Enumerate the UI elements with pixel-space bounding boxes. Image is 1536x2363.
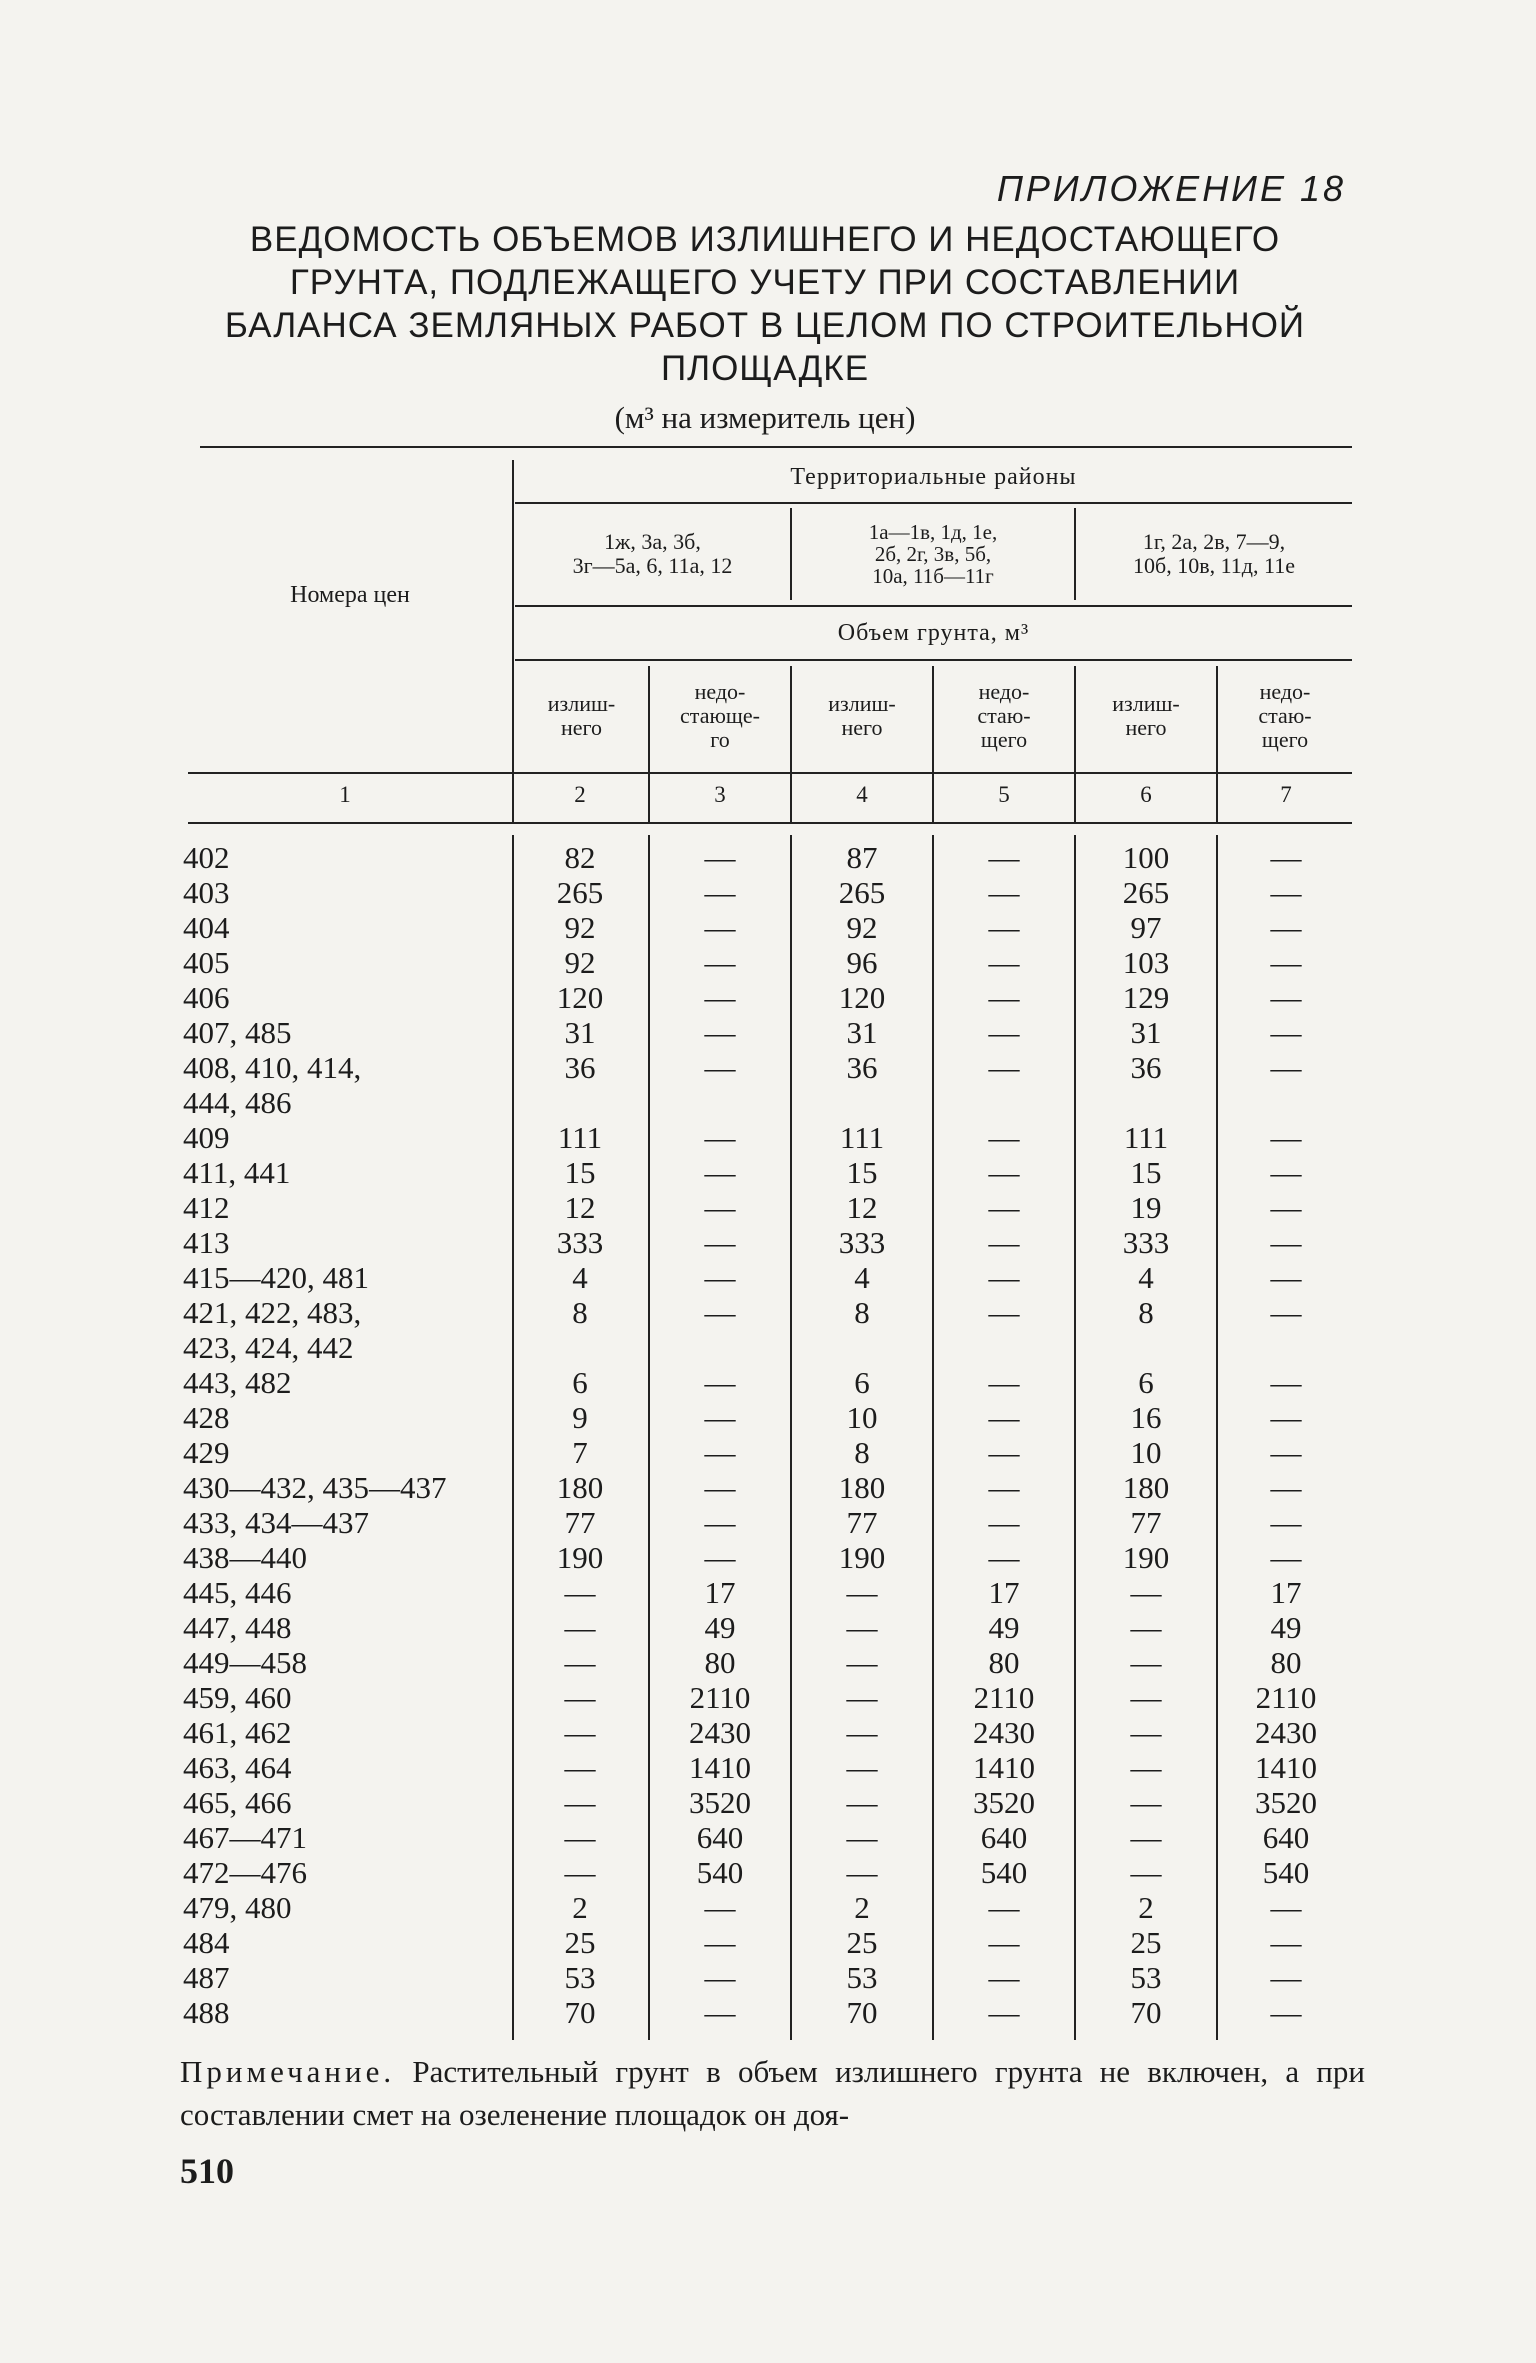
- table-row: [0, 1330, 1536, 1365]
- table-row: [0, 1225, 1536, 1260]
- footnote-text: Растительный грунт в объем излишнего грунта не включен, а при составлении смет на озеленение площадок он доя-: [180, 2054, 1365, 2132]
- table-cell: 2110: [689, 1680, 751, 1715]
- table-cell: —: [564, 1750, 596, 1785]
- table-cell: —: [704, 1295, 736, 1330]
- document-title: [150, 218, 1380, 390]
- table-cell: —: [1130, 1855, 1162, 1890]
- table-cell: 36: [1130, 1050, 1162, 1085]
- table-cell: 17: [704, 1575, 736, 1610]
- row-label: 411, 441: [183, 1155, 291, 1190]
- row-label: 488: [183, 1995, 230, 2030]
- table-cell: 15: [1130, 1155, 1162, 1190]
- table-cell: 640: [980, 1820, 1028, 1855]
- table-cell: —: [704, 1505, 736, 1540]
- table-cell: 70: [564, 1995, 596, 2030]
- table-cell: 2430: [689, 1715, 751, 1750]
- table-cell: —: [1270, 1540, 1302, 1575]
- table-cell: 10: [1130, 1435, 1162, 1470]
- title-line: ГРУНТА, ПОДЛЕЖАЩЕГО УЧЕТУ ПРИ СОСТАВЛЕНИИ: [289, 263, 1241, 302]
- table-cell: 77: [846, 1505, 878, 1540]
- table-cell: —: [1270, 1365, 1302, 1400]
- table-row: [0, 1365, 1536, 1400]
- table-cell: 111: [1123, 1120, 1169, 1155]
- table-cell: —: [988, 1400, 1020, 1435]
- table-cell: —: [988, 910, 1020, 945]
- table-cell: 190: [1122, 1540, 1170, 1575]
- table-cell: —: [704, 1120, 736, 1155]
- table-cell: —: [704, 1365, 736, 1400]
- table-cell: 19: [1130, 1190, 1162, 1225]
- table-row: [0, 1715, 1536, 1750]
- table-cell: —: [1130, 1785, 1162, 1820]
- table-row: [0, 1890, 1536, 1925]
- table-cell: —: [1270, 1190, 1302, 1225]
- table-cell: 70: [846, 1995, 878, 2030]
- table-cell: 16: [1130, 1400, 1162, 1435]
- table-cell: —: [1270, 1960, 1302, 1995]
- table-cell: 540: [1262, 1855, 1310, 1890]
- row-label: 484: [183, 1925, 230, 1960]
- table-cell: —: [1130, 1680, 1162, 1715]
- table-cell: —: [1270, 1925, 1302, 1960]
- table-cell: —: [564, 1610, 596, 1645]
- table-cell: —: [1270, 1225, 1302, 1260]
- table-cell: —: [846, 1645, 878, 1680]
- table-cell: 3520: [689, 1785, 751, 1820]
- table-cell: —: [988, 1960, 1020, 1995]
- table-cell: 96: [846, 945, 878, 980]
- table-cell: —: [988, 840, 1020, 875]
- table-cell: —: [1270, 1155, 1302, 1190]
- row-label: 465, 466: [183, 1785, 292, 1820]
- table-cell: 6: [572, 1365, 588, 1400]
- table-cell: 100: [1122, 840, 1170, 875]
- table-cell: 120: [556, 980, 604, 1015]
- table-row: [0, 1260, 1536, 1295]
- row-label: 408, 410, 414,: [183, 1050, 362, 1085]
- col-number: 2: [574, 782, 586, 807]
- table-cell: —: [704, 945, 736, 980]
- table-cell: 2430: [973, 1715, 1035, 1750]
- row-label: 406: [183, 980, 230, 1015]
- table-cell: —: [846, 1750, 878, 1785]
- table-row: [0, 840, 1536, 875]
- table-cell: 2430: [1255, 1715, 1317, 1750]
- table-cell: —: [1130, 1575, 1162, 1610]
- table-cell: —: [1270, 1120, 1302, 1155]
- table-cell: 82: [564, 840, 596, 875]
- table-cell: —: [988, 1540, 1020, 1575]
- table-cell: 2110: [973, 1680, 1035, 1715]
- table-cell: —: [564, 1715, 596, 1750]
- table-row: [0, 1470, 1536, 1505]
- row-label: 413: [183, 1225, 230, 1260]
- table-cell: —: [988, 1890, 1020, 1925]
- table-row: [0, 1295, 1536, 1330]
- table-row: [0, 1190, 1536, 1225]
- row-label: 444, 486: [183, 1085, 292, 1120]
- row-label: 423, 424, 442: [183, 1330, 354, 1365]
- table-row: [0, 1995, 1536, 2030]
- table-cell: 36: [846, 1050, 878, 1085]
- table-cell: 12: [846, 1190, 878, 1225]
- table-cell: 8: [854, 1435, 870, 1470]
- col-number: 4: [856, 782, 868, 807]
- rule: [188, 822, 1352, 824]
- header-sub-surplus: излиш- него: [547, 691, 616, 740]
- table-cell: 7: [572, 1435, 588, 1470]
- row-label: 402: [183, 840, 230, 875]
- table-cell: —: [988, 1155, 1020, 1190]
- table-cell: 1410: [689, 1750, 751, 1785]
- table-cell: 15: [846, 1155, 878, 1190]
- header-district-group-2: 1а—1в, 1д, 1е, 2б, 2г, 3в, 5б, 10а, 11б—11г: [868, 520, 998, 588]
- table-cell: 540: [696, 1855, 744, 1890]
- table-cell: —: [988, 980, 1020, 1015]
- table-cell: —: [1270, 1995, 1302, 2030]
- table-cell: 180: [1122, 1470, 1170, 1505]
- table-cell: 120: [838, 980, 886, 1015]
- table-row: [0, 910, 1536, 945]
- row-label: 459, 460: [183, 1680, 292, 1715]
- header-sub-deficit: недо- стаю- щего: [977, 679, 1031, 752]
- table-row: [0, 1540, 1536, 1575]
- page-number: 510: [180, 2151, 234, 2191]
- row-label: 438—440: [183, 1540, 307, 1575]
- header-sub-surplus: излиш- него: [1112, 691, 1180, 740]
- row-label: 461, 462: [183, 1715, 292, 1750]
- table-cell: —: [1130, 1820, 1162, 1855]
- footnote: [180, 2050, 1365, 2136]
- row-label: 430—432, 435—437: [183, 1470, 447, 1505]
- table-cell: 8: [1138, 1295, 1154, 1330]
- title-line: ПЛОЩАДКЕ: [660, 349, 870, 388]
- table-cell: —: [1270, 1295, 1302, 1330]
- table-row: [0, 1015, 1536, 1050]
- table-cell: —: [704, 1400, 736, 1435]
- table-cell: —: [988, 1015, 1020, 1050]
- header-number-col: Номера цен: [290, 582, 410, 608]
- appendix-label: ПРИЛОЖЕНИЕ 18: [996, 168, 1346, 209]
- rule: [515, 659, 1352, 661]
- table-cell: 97: [1130, 910, 1162, 945]
- table-cell: —: [1270, 1890, 1302, 1925]
- table-cell: 80: [704, 1645, 736, 1680]
- rule: [515, 605, 1352, 607]
- table-cell: —: [1270, 1470, 1302, 1505]
- table-cell: 87: [846, 840, 878, 875]
- table-cell: —: [704, 875, 736, 910]
- header-sub-surplus: излиш- него: [828, 691, 896, 740]
- table-cell: —: [988, 1995, 1020, 2030]
- table-cell: 49: [988, 1610, 1020, 1645]
- table-cell: 129: [1122, 980, 1170, 1015]
- table-cell: 333: [838, 1225, 886, 1260]
- table-cell: —: [988, 1050, 1020, 1085]
- table-cell: —: [704, 1540, 736, 1575]
- table-cell: —: [988, 875, 1020, 910]
- unit-caption: (м³ на измеритель цен): [614, 400, 916, 435]
- table-cell: —: [704, 1190, 736, 1225]
- table-cell: —: [988, 1505, 1020, 1540]
- table-row: [0, 1645, 1536, 1680]
- table-row: [0, 1610, 1536, 1645]
- title-line: ВЕДОМОСТЬ ОБЪЕМОВ ИЗЛИШНЕГО И НЕДОСТАЮЩЕГО: [249, 220, 1281, 259]
- table-row: [0, 1085, 1536, 1120]
- table-row: [0, 1120, 1536, 1155]
- table-cell: —: [704, 1260, 736, 1295]
- row-label: 445, 446: [183, 1575, 292, 1610]
- table-cell: 80: [1270, 1645, 1302, 1680]
- table-cell: 12: [564, 1190, 596, 1225]
- rule: [188, 772, 1352, 774]
- table-cell: —: [846, 1855, 878, 1890]
- table-cell: 540: [980, 1855, 1028, 1890]
- table-cell: 15: [564, 1155, 596, 1190]
- table-cell: —: [704, 1960, 736, 1995]
- row-label: 403: [183, 875, 230, 910]
- table-cell: 25: [1130, 1925, 1162, 1960]
- table-cell: 333: [1122, 1225, 1170, 1260]
- table-cell: —: [704, 1015, 736, 1050]
- table-row: [0, 1820, 1536, 1855]
- table-cell: 17: [1270, 1575, 1302, 1610]
- table-cell: 49: [704, 1610, 736, 1645]
- table-cell: —: [846, 1785, 878, 1820]
- table-cell: —: [1130, 1750, 1162, 1785]
- table-cell: 4: [1138, 1260, 1154, 1295]
- table-cell: —: [704, 910, 736, 945]
- header-territorial: Территориальные районы: [790, 464, 1077, 490]
- table-cell: —: [988, 1190, 1020, 1225]
- table-cell: 111: [839, 1120, 885, 1155]
- row-label: 487: [183, 1960, 230, 1995]
- table-cell: 640: [696, 1820, 744, 1855]
- table-cell: —: [846, 1680, 878, 1715]
- table-cell: —: [704, 1225, 736, 1260]
- table-cell: —: [1130, 1645, 1162, 1680]
- table-cell: —: [1270, 1260, 1302, 1295]
- table-cell: —: [1270, 910, 1302, 945]
- table-cell: —: [988, 945, 1020, 980]
- row-label: 479, 480: [183, 1890, 292, 1925]
- row-label: 443, 482: [183, 1365, 292, 1400]
- table-cell: —: [1270, 1505, 1302, 1540]
- table-cell: —: [988, 1120, 1020, 1155]
- table-cell: —: [988, 1435, 1020, 1470]
- table-cell: 2: [854, 1890, 870, 1925]
- rule: [515, 502, 1352, 504]
- table-cell: —: [564, 1680, 596, 1715]
- table-row: [0, 980, 1536, 1015]
- row-label: 421, 422, 483,: [183, 1295, 362, 1330]
- table-row: [0, 945, 1536, 980]
- table-cell: —: [988, 1260, 1020, 1295]
- row-label: 429: [183, 1435, 230, 1470]
- table-cell: —: [564, 1820, 596, 1855]
- row-label: 449—458: [183, 1645, 307, 1680]
- table-row: [0, 1435, 1536, 1470]
- rule-top: [200, 446, 1352, 448]
- table-cell: 10: [846, 1400, 878, 1435]
- table-cell: —: [704, 1470, 736, 1505]
- table-row: [0, 1400, 1536, 1435]
- row-label: 415—420, 481: [183, 1260, 369, 1295]
- table-cell: 25: [846, 1925, 878, 1960]
- table-cell: —: [1270, 1015, 1302, 1050]
- table-cell: —: [564, 1575, 596, 1610]
- table-cell: 1410: [973, 1750, 1035, 1785]
- table-cell: 70: [1130, 1995, 1162, 2030]
- header-volume: Объем грунта, м³: [837, 620, 1030, 646]
- table-cell: 190: [838, 1540, 886, 1575]
- table-cell: —: [564, 1855, 596, 1890]
- table-cell: —: [564, 1785, 596, 1820]
- col-divider: [512, 460, 514, 822]
- table-row: [0, 1960, 1536, 1995]
- table-cell: 103: [1122, 945, 1170, 980]
- table-cell: 3520: [973, 1785, 1035, 1820]
- table-cell: —: [1270, 980, 1302, 1015]
- table-cell: 2: [1138, 1890, 1154, 1925]
- table-cell: —: [1270, 1400, 1302, 1435]
- col-number: 7: [1280, 782, 1292, 807]
- row-label: 472—476: [183, 1855, 307, 1890]
- table-cell: 265: [1122, 875, 1170, 910]
- table-cell: —: [1270, 945, 1302, 980]
- table-cell: 8: [854, 1295, 870, 1330]
- table-row: [0, 1750, 1536, 1785]
- col-number: 5: [998, 782, 1010, 807]
- table-row: [0, 1505, 1536, 1540]
- table-cell: 17: [988, 1575, 1020, 1610]
- table-cell: —: [846, 1575, 878, 1610]
- table-cell: —: [1270, 840, 1302, 875]
- table-cell: —: [704, 1050, 736, 1085]
- table-cell: 265: [556, 875, 604, 910]
- table-cell: —: [846, 1610, 878, 1645]
- table-cell: —: [704, 1435, 736, 1470]
- row-label: 404: [183, 910, 230, 945]
- table-cell: 53: [564, 1960, 596, 1995]
- table-cell: —: [704, 1995, 736, 2030]
- row-label: 433, 434—437: [183, 1505, 369, 1540]
- table-cell: 92: [846, 910, 878, 945]
- table-cell: 4: [572, 1260, 588, 1295]
- table-cell: 333: [556, 1225, 604, 1260]
- table-cell: 31: [846, 1015, 878, 1050]
- table-cell: —: [988, 1365, 1020, 1400]
- table-row: [0, 1155, 1536, 1190]
- row-label: 409: [183, 1120, 230, 1155]
- row-label: 447, 448: [183, 1610, 292, 1645]
- footnote-lead: Примечание.: [180, 2054, 396, 2089]
- col-number: 1: [339, 782, 351, 807]
- table-cell: 49: [1270, 1610, 1302, 1645]
- table-cell: 4: [854, 1260, 870, 1295]
- table-cell: 53: [846, 1960, 878, 1995]
- table-cell: —: [988, 1295, 1020, 1330]
- table-cell: 6: [1138, 1365, 1154, 1400]
- table-cell: 640: [1262, 1820, 1310, 1855]
- row-label: 467—471: [183, 1820, 307, 1855]
- table-cell: 36: [564, 1050, 596, 1085]
- table-row: [0, 1575, 1536, 1610]
- table-cell: —: [564, 1645, 596, 1680]
- table-cell: —: [846, 1820, 878, 1855]
- table-cell: 1410: [1255, 1750, 1317, 1785]
- table-cell: 25: [564, 1925, 596, 1960]
- table-cell: 53: [1130, 1960, 1162, 1995]
- row-label: 407, 485: [183, 1015, 292, 1050]
- table-cell: 8: [572, 1295, 588, 1330]
- table-cell: —: [988, 1925, 1020, 1960]
- table-cell: —: [704, 840, 736, 875]
- table-cell: 31: [564, 1015, 596, 1050]
- table-row: [0, 1680, 1536, 1715]
- table-cell: —: [704, 1890, 736, 1925]
- header-sub-deficit: недо- стающе- го: [680, 679, 760, 752]
- table-row: [0, 1050, 1536, 1085]
- table-row: [0, 875, 1536, 910]
- row-label: 405: [183, 945, 230, 980]
- table-cell: —: [988, 1225, 1020, 1260]
- table-cell: 180: [556, 1470, 604, 1505]
- table-cell: —: [1270, 1435, 1302, 1470]
- table-row: [0, 1855, 1536, 1890]
- row-label: 428: [183, 1400, 230, 1435]
- table-cell: 111: [557, 1120, 603, 1155]
- table-cell: 3520: [1255, 1785, 1317, 1820]
- row-label: 412: [183, 1190, 230, 1225]
- table-cell: —: [846, 1715, 878, 1750]
- table-row: [0, 1925, 1536, 1960]
- table-cell: —: [704, 980, 736, 1015]
- table-cell: 92: [564, 945, 596, 980]
- table-cell: 9: [572, 1400, 588, 1435]
- col-number: 3: [714, 782, 726, 807]
- table-cell: 92: [564, 910, 596, 945]
- col-number: 6: [1140, 782, 1152, 807]
- table-cell: —: [1130, 1715, 1162, 1750]
- table-cell: —: [704, 1925, 736, 1960]
- title-line: БАЛАНСА ЗЕМЛЯНЫХ РАБОТ В ЦЕЛОМ ПО СТРОИТЕЛЬНОЙ: [224, 306, 1306, 345]
- header-sub-deficit: недо- стаю- щего: [1258, 679, 1312, 752]
- table-cell: 2: [572, 1890, 588, 1925]
- table-cell: 77: [1130, 1505, 1162, 1540]
- table-cell: 2110: [1255, 1680, 1317, 1715]
- table-cell: —: [1130, 1610, 1162, 1645]
- header-district-group-3: 1г, 2а, 2в, 7—9, 10б, 10в, 11д, 11е: [1133, 529, 1295, 578]
- table-cell: 31: [1130, 1015, 1162, 1050]
- header-district-group-1: 1ж, 3а, 3б, 3г—5а, 6, 11а, 12: [572, 529, 733, 578]
- table-cell: 77: [564, 1505, 596, 1540]
- table-cell: —: [704, 1155, 736, 1190]
- table-row: [0, 1785, 1536, 1820]
- table-cell: 80: [988, 1645, 1020, 1680]
- table-cell: —: [1270, 1050, 1302, 1085]
- table-cell: 265: [838, 875, 886, 910]
- table-cell: 190: [556, 1540, 604, 1575]
- table-cell: —: [988, 1470, 1020, 1505]
- table-cell: 180: [838, 1470, 886, 1505]
- table-cell: —: [1270, 875, 1302, 910]
- row-label: 463, 464: [183, 1750, 292, 1785]
- table-cell: 6: [854, 1365, 870, 1400]
